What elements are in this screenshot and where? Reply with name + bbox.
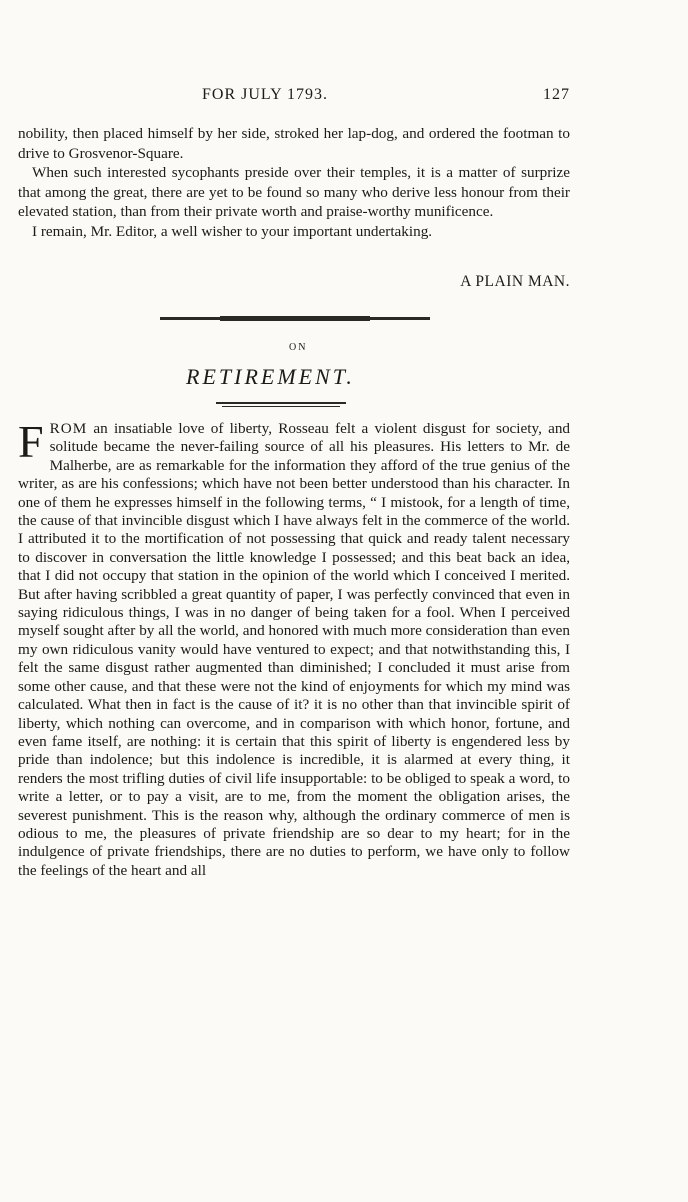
letter-closing: I remain, Mr. Editor, a well wisher to your important undertaking. — [32, 222, 433, 240]
article-body — [18, 416, 571, 880]
title-rule-thin — [222, 406, 340, 407]
letter-paragraph: nobility, then placed himself by her side, stroked her lap-dog, and ordered the footman to drive to Grosvenor-Square. — [18, 125, 570, 162]
running-head: FOR JULY 1793. — [202, 86, 329, 103]
letter-ending — [18, 124, 570, 241]
article-title: RETIREMENT. — [186, 364, 355, 389]
section-divider — [160, 317, 430, 320]
title-rule — [216, 402, 346, 404]
page-number: 127 — [543, 86, 570, 103]
drop-cap: F — [18, 416, 44, 467]
signature: A PLAIN MAN. — [460, 273, 570, 290]
letter-paragraph: When such interested sycophants preside over their temples, it is a matter of surprize that among the great, there are yet to be found so many who derive less honour from their elevated station, than from their private worth and praise-worthy munificence. — [18, 164, 570, 220]
opening-caps: ROM — [49, 420, 88, 437]
page-header — [18, 86, 570, 110]
article-text: an insatiable love of liberty, Rosseau felt a violent disgust for society, and solitude became the never-failing source of all his pleasures. His letters to Mr. de Malherbe, are as remarkable for the information they afford of the true genius of the writer, as are his confessions; which have not been better understood than his character. In one of them he expresses himself in the following terms, “ I mistook, for a length of time, the cause of that invincible disgust which I have always felt in the commerce of the world. I attributed it to the mortification of not possessing that quick and ready talent necessary to discover in conversation the little knowledge I possessed; and this beat back an idea, that I did not occupy that station in the opinion of the world which I conceived I merited. But after having scribbled a great quantity of paper, I was perfectly convinced that even in saying ridiculous things, I was in no danger of being taken for a fool. When I perceived myself sought after by all the world, and honored with much more consideration than even my own ridiculous vanity would have ventured to expect; and that notwithstanding this, I felt the same disgust rather augmented than diminished; I concluded it must arise from some other cause, and that these were not the kind of enjoyments for which my mind was calculated. What then in fact is the cause of it? it is no other than that invincible spirit of liberty, which nothing can overcome, and in comparison with which honor, fortune, and even fame itself, are nothing: it is certain that this spirit of liberty is engendered less by pride than indolence; but this indolence is incredible, it is alarmed at every thing, it renders the most trifling duties of civil life insupportable: to be obliged to speak a word, to write a letter, or to pay a visit, are to me, from the moment the obligation arises, the severest punishment. This is the reason why, although the ordinary commerce of men is odious to me, the pleasures of private friendship are so dear to my heart; for in the indulgence of private friendships, there are no duties to perform, we have only to follow the feelings of the heart and all — [18, 420, 571, 879]
book-page: FOR JULY 1793. 127 nobility, then placed himself by her side, stroked her lap-dog, and ordered the footman to drive to Grosvenor-Square. When such interested sycophants preside over their temples, it is a matter of surprize that among the great, there are yet to be found so many who derive less honour from their elevated station, than from their private worth and praise-worthy munificence. I remain, Mr. Editor, a well wisher to your important undertaking. A PLAIN MAN. ON RETIREMENT. FROM an insatiable love of liberty, Rosseau felt a violent disgust for society, and solitude became the never-failing source of all his pleasures. His letters to Mr. de Malherbe, are as remarkable for the information they afford of the true genius of the writer, as are his confessions; which have not been better understood than his character. In one of them he expresses himself in the following terms, “ I mistook, for a length of time, the cause of that invincible disgust which I have always felt in the commerce of the world. I attributed it to the mortification of not possessing that quick and ready talent necessary to discover in conversation the little knowledge I possessed; and this beat back an idea, that I did not occupy that station in the opinion of the world which I conceived I merited. But after having scribbled a great quantity of paper, I was perfectly convinced that even in saying ridiculous things, I was in no danger of being taken for a fool. When I perceived myself sought after by all the world, and honored with much more consideration than even my own ridiculous vanity would have ventured to expect; and that notwithstanding this, I felt the same disgust rather augmented than diminished; I concluded it must arise from some other cause, and that these were not the kind of enjoyments for which my mind was calculated. What then in fact is the cause of it? it is no other than that invincible spirit of liberty, which nothing can overcome, and in comparison with which honor, fortune, and even fame itself, are nothing: it is certain that this spirit of liberty is engendered less by pride than indolence; but this indolence is incredible, it is alarmed at every thing, it renders the most trifling duties of civil life insupportable: to be obliged to speak a word, to write a letter, or to pay a visit, are to me, from the moment the obligation arises, the severest punishment. This is the reason why, although the ordinary commerce of men is odious to me, the pleasures of private friendship are so dear to my heart; for in the indulgence of private friendships, there are no duties to perform, we have only to follow the feelings of the heart and all — [18, 86, 571, 879]
